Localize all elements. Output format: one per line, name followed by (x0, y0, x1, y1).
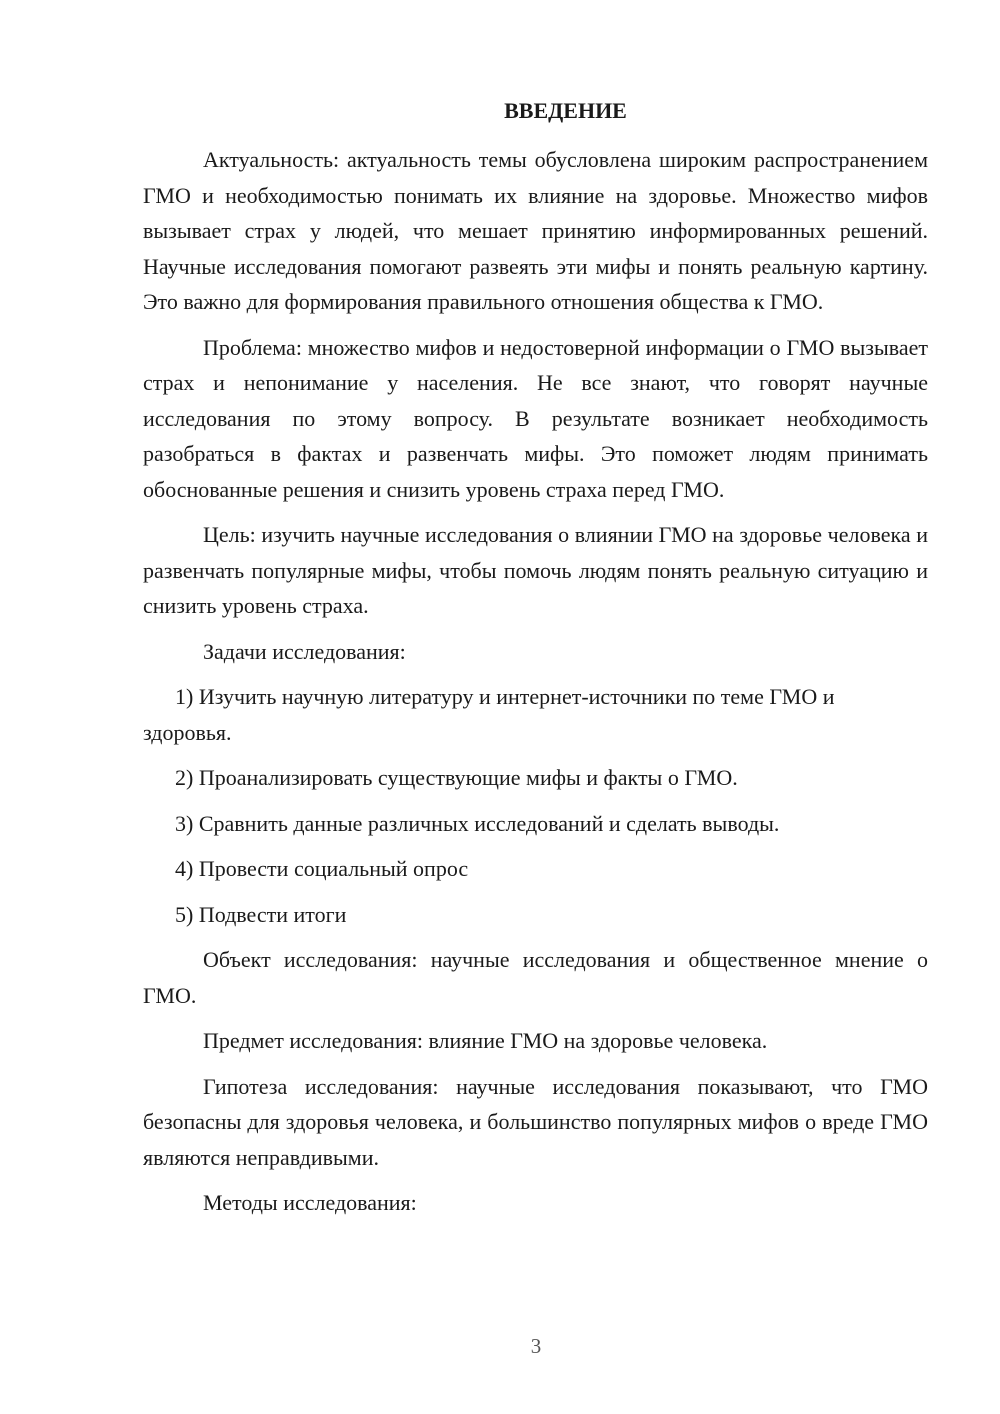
paragraph-object: Объект исследования: научные исследования и общественное мнение о ГМО. (143, 947, 928, 1008)
paragraph-goal: Цель: изучить научные исследования о влиянии ГМО на здоровье человека и развенчать популярные мифы, чтобы помочь людям понять реальную ситуацию и снизить уровень страха. (143, 522, 928, 618)
paragraph-subject: Предмет исследования: влияние ГМО на здоровье человека. (203, 1028, 768, 1053)
page-number: 3 (530, 1334, 542, 1358)
page-content (143, 96, 928, 1231)
paragraph-relevance: Актуальность: актуальность темы обусловлена широким распространением ГМО и необходимостью понимать их влияние на здоровье. Множество мифов вызывает страх у людей, что мешает принятию информированных решений. Научные исследования помогают развеять эти мифы и понять реальную картину. Это важно для формирования правильного отношения общества к ГМО. (143, 147, 928, 314)
methods-heading: Методы исследования: (203, 1190, 417, 1215)
paragraph-problem: Проблема: множество мифов и недостоверной информации о ГМО вызывает страх и непонимание у населения. Не все знают, что говорят научные исследования по этому вопросу. В результате возникает необходимость разобраться в фактах и развенчать мифы. Это поможет людям принимать обоснованные решения и снизить уровень страха перед ГМО. (143, 334, 928, 502)
task-item-4: 4) Провести социальный опрос (175, 856, 469, 881)
tasks-heading: Задачи исследования: (203, 638, 406, 664)
task-item-5: 5) Подвести итоги (175, 901, 347, 927)
section-title: ВВЕДЕНИЕ (504, 98, 627, 123)
task-item-3: 3) Сравнить данные различных исследований и сделать выводы. (175, 810, 780, 836)
paragraph-hypothesis: Гипотеза исследования: научные исследования показывают, что ГМО безопасны для здоровья человека, и большинство популярных мифов о вреде ГМО являются неправдивыми. (143, 1073, 928, 1170)
task-item-2: 2) Проанализировать существующие мифы и факты о ГМО. (175, 765, 738, 790)
task-item-1: 1) Изучить научную литературу и интернет-источники по теме ГМО и здоровья. (143, 684, 835, 745)
